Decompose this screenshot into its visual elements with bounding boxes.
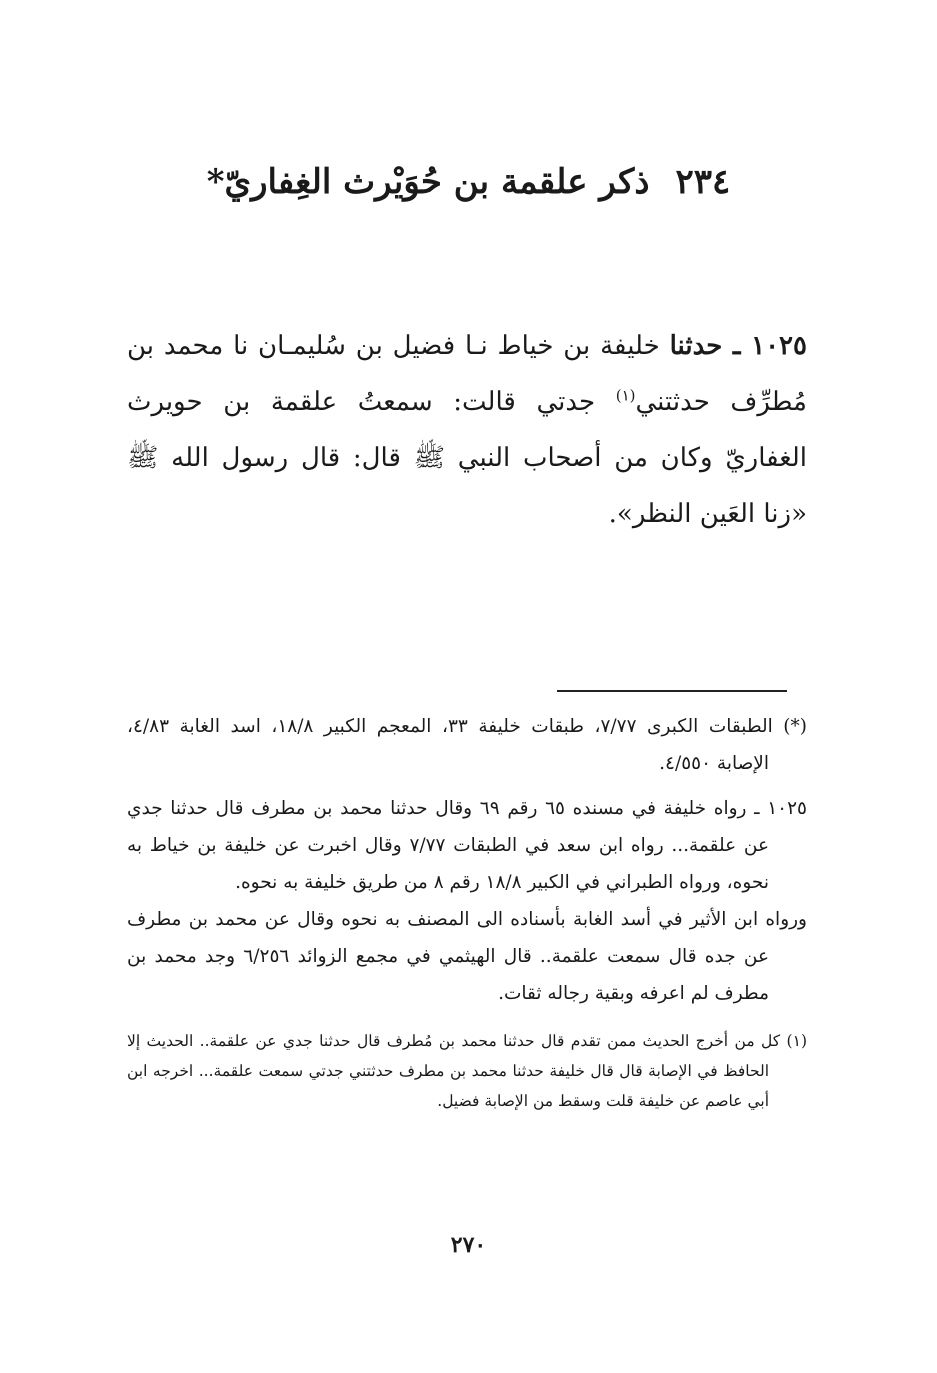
footnote-hadith-paragraph-1: ١٠٢٥ ـ رواه خليفة في مسنده ٦٥ رقم ٦٩ وقال حدثنا محمد بن مطرف قال حدثنا جدي عن علقمة... رواه ابن سعد في الطبقات ٧/٧٧ وقال اخبرت عن خليفة بن خياط به نحوه، ورواه الطبراني في الكبير ١٨/٨ رقم ٨ من طريق خليفة به نحوه. (127, 798, 807, 893)
hadith-text (127, 318, 807, 542)
chapter-title-text: ذكر علقمة بن حُوَيْرث الغِفاريّ* (206, 162, 650, 202)
footnote-hadith (127, 790, 807, 1012)
footnote-star: (*) الطبقات الكبرى ٧/٧٧، طبقات خليفة ٣٣، المعجم الكبير ١٨/٨، اسد الغابة ٤/٨٣، الإصابة ٤/٥٥٠. (127, 716, 807, 774)
footnote-hadith-paragraph-2: ورواه ابن الأثير في أسد الغابة بأسناده الى المصنف به نحوه وقال عن محمد بن مطرف عن جده قال سمعت علقمة.. قال الهيثمي في مجمع الزوائد ٦/٢٥٦ وجد محمد بن مطرف لم اعرفه وبقية رجاله ثقات. (127, 909, 807, 1004)
hadith-text-part1: خليفة بن خياط نـا فضيل بن سُليمـان نا محمد بن مُطرِّف حدثتني (127, 331, 807, 417)
hadith-text-part2: جدتي قالت: سمعتُ علقمة بن حويرث الغفاريّ وكان من أصحاب النبي ﷺ قال: قال رسول الله ﷺ «زنا العَين النظر». (127, 387, 807, 529)
chapter-number: ٢٣٤ (675, 162, 731, 202)
footnote-1: (١) كل من أخرج الحديث ممن تقدم قال حدثنا محمد بن مُطرف قال حدثنا جدي عن علقمة.. الحديث إلا الحافظ في الإصابة قال قال خليفة حدثنا محمد بن مطرف حدثتني جدتي سمعت علقمة... اخرجه ابن أبي عاصم عن خليفة قلت وسقط من الإصابة فضيل. (127, 1032, 807, 1110)
page-number: ٢٧٠ (450, 1232, 487, 1258)
hadith-lead: ١٠٢٥ ـ حدثنا (669, 331, 807, 361)
footnotes-section (127, 708, 807, 1124)
footnote-separator (557, 690, 787, 692)
footnote-reference: (١) (615, 386, 636, 405)
chapter-heading (0, 160, 937, 204)
